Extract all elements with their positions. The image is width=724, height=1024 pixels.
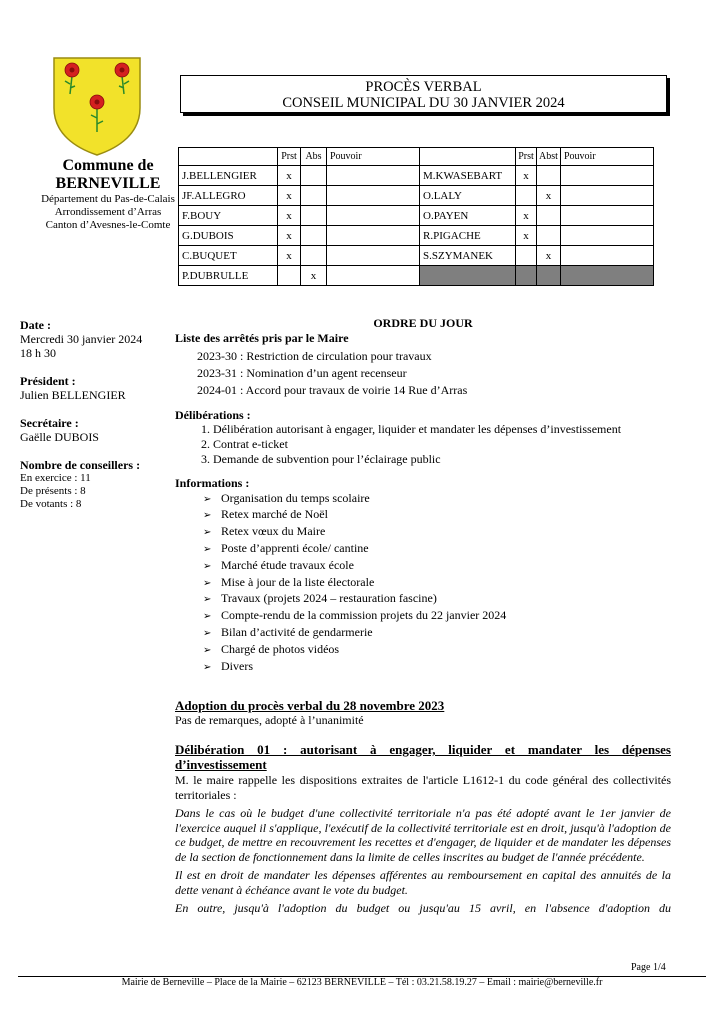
arretes-title: Liste des arrêtés pris par le Maire bbox=[175, 330, 349, 345]
attendance-row: C.BUQUET x S.SZYMANEK x bbox=[179, 246, 654, 266]
agenda-title: ORDRE DU JOUR bbox=[373, 316, 473, 330]
empty-grey-cell bbox=[516, 266, 537, 286]
deliberations-title: Délibérations : bbox=[175, 407, 251, 422]
header-prst: Prst bbox=[516, 148, 537, 166]
attendance-row: JF.ALLEGRO x O.LALY x bbox=[179, 186, 654, 206]
time-value: 18 h 30 bbox=[20, 346, 56, 360]
delib01-quote: En outre, jusqu'à l'adoption du budget ou jusqu'au 15 avril, en l'absence d'adoption du bbox=[175, 900, 671, 915]
information-item: ➢ Marché étude travaux école bbox=[203, 558, 671, 575]
commune-name-line2: BERNEVILLE bbox=[55, 175, 161, 192]
attendance-row: F.BOUY x O.PAYEN x bbox=[179, 206, 654, 226]
information-item: ➢ Compte-rendu de la commission projets du 22 janvier 2024 bbox=[203, 608, 671, 625]
deliberation-item: 1. Délibération autorisant à engager, liquider et mandater les dépenses d’investissement bbox=[201, 422, 622, 437]
conseillers-exercice: En exercice : 11 bbox=[20, 472, 91, 484]
date-value: Mercredi 30 janvier 2024 bbox=[20, 332, 143, 346]
header-pouvoir: Pouvoir bbox=[327, 148, 420, 166]
commune-canton: Canton d’Avesnes-le-Comte bbox=[45, 219, 171, 231]
attendance-table bbox=[178, 147, 654, 286]
title-line1: PROCÈS VERBAL bbox=[365, 79, 482, 95]
empty-grey-cell bbox=[537, 266, 561, 286]
information-item: ➢ Poste d’apprenti école/ cantine bbox=[203, 541, 671, 558]
information-item: ➢ Retex vœux du Maire bbox=[203, 524, 671, 541]
information-item: ➢ Chargé de photos vidéos bbox=[203, 642, 671, 659]
conseillers-presents: De présents : 8 bbox=[20, 485, 86, 497]
header-prst: Prst bbox=[278, 148, 301, 166]
adoption-title: Adoption du procès verbal du 28 novembre 2023 bbox=[175, 698, 445, 714]
deliberation-item: 3. Demande de subvention pour l’éclairage public bbox=[201, 451, 441, 466]
attendance-row: J.BELLENGIER x M.KWASEBART x bbox=[179, 166, 654, 186]
empty-grey-cell bbox=[420, 266, 516, 286]
document-title-box bbox=[180, 75, 667, 113]
attendance-row: P.DUBRULLE x bbox=[179, 266, 654, 286]
attendance-row: G.DUBOIS x R.PIGACHE x bbox=[179, 226, 654, 246]
commune-departement: Département du Pas-de-Calais bbox=[41, 193, 175, 205]
delib01-title-line1: Délibération 01 : autorisant à engager, liquider et mandater les dépenses bbox=[175, 742, 671, 758]
commune-block bbox=[18, 157, 198, 232]
date-label: Date : bbox=[20, 318, 51, 332]
footer-text: Mairie de Berneville – Place de la Mairie – 62123 BERNEVILLE – Tél : 03.21.58.19.27 – Email : mairie@berneville.fr bbox=[121, 977, 603, 988]
commune-arrondissement: Arrondissement d’Arras bbox=[54, 206, 162, 218]
attendance-header-row bbox=[179, 148, 654, 166]
information-item: ➢ Mise à jour de la liste électorale bbox=[203, 575, 671, 592]
delib01-quote: Dans le cas où le budget d'une collectivité territoriale n'a pas été adopté avant le 1er janvier de l'exercice auquel il s'applique, l'exécutif de la collectivité territoriale est en droit, jusqu'à l'adoption de ce budget, de mettre en recouvrement les recettes et d'engager, de liquider et de mandater les dépenses de la section de fonctionnement dans la limite de celles inscrites au budget de l'année précédente. bbox=[175, 805, 671, 865]
information-item: ➢ Retex marché de Noël bbox=[203, 507, 671, 524]
arrete-item: 2023-30 : Restriction de circulation pour travaux bbox=[197, 348, 432, 363]
coat-of-arms-icon bbox=[52, 56, 142, 156]
delib01-title-line2: d’investissement bbox=[175, 757, 267, 773]
president-label: Président : bbox=[20, 374, 76, 388]
header-abst: Abst bbox=[537, 148, 561, 166]
main-content bbox=[175, 316, 671, 915]
header-pouvoir: Pouvoir bbox=[561, 148, 654, 166]
information-item: ➢ Divers bbox=[203, 659, 671, 676]
secretaire-label: Secrétaire : bbox=[20, 416, 79, 430]
informations-title: Informations : bbox=[175, 475, 250, 490]
conseillers-label: Nombre de conseillers : bbox=[20, 458, 141, 472]
president-value: Julien BELLENGIER bbox=[20, 388, 126, 402]
meeting-info bbox=[20, 318, 180, 525]
title-line2: CONSEIL MUNICIPAL DU 30 JANVIER 2024 bbox=[282, 95, 565, 111]
commune-name-line1: Commune de bbox=[62, 157, 154, 174]
page-number: Page 1/4 bbox=[631, 962, 666, 973]
information-item: ➢ Organisation du temps scolaire bbox=[203, 491, 671, 508]
header-abs: Abs bbox=[301, 148, 327, 166]
conseillers-votants: De votants : 8 bbox=[20, 498, 82, 510]
delib01-quote: Il est en droit de mandater les dépenses afférentes au remboursement en capital des annuités de la dette venant à échéance avant le vote du budget. bbox=[175, 867, 671, 897]
arrete-item: 2024-01 : Accord pour travaux de voirie 14 Rue d’Arras bbox=[197, 382, 468, 397]
adoption-text: Pas de remarques, adopté à l’unanimité bbox=[175, 713, 364, 728]
empty-grey-cell bbox=[561, 266, 654, 286]
delib01-paragraph: M. le maire rappelle les dispositions extraites de l'article L1612-1 du code général des collectivités territoriales : bbox=[175, 773, 671, 802]
deliberation-item: 2. Contrat e-ticket bbox=[201, 437, 288, 452]
information-item: ➢ Travaux (projets 2024 – restauration fascine) bbox=[203, 591, 671, 608]
information-item: ➢ Bilan d’activité de gendarmerie bbox=[203, 625, 671, 642]
arrete-item: 2023-31 : Nomination d’un agent recenseur bbox=[197, 365, 407, 380]
secretaire-value: Gaëlle DUBOIS bbox=[20, 430, 99, 444]
